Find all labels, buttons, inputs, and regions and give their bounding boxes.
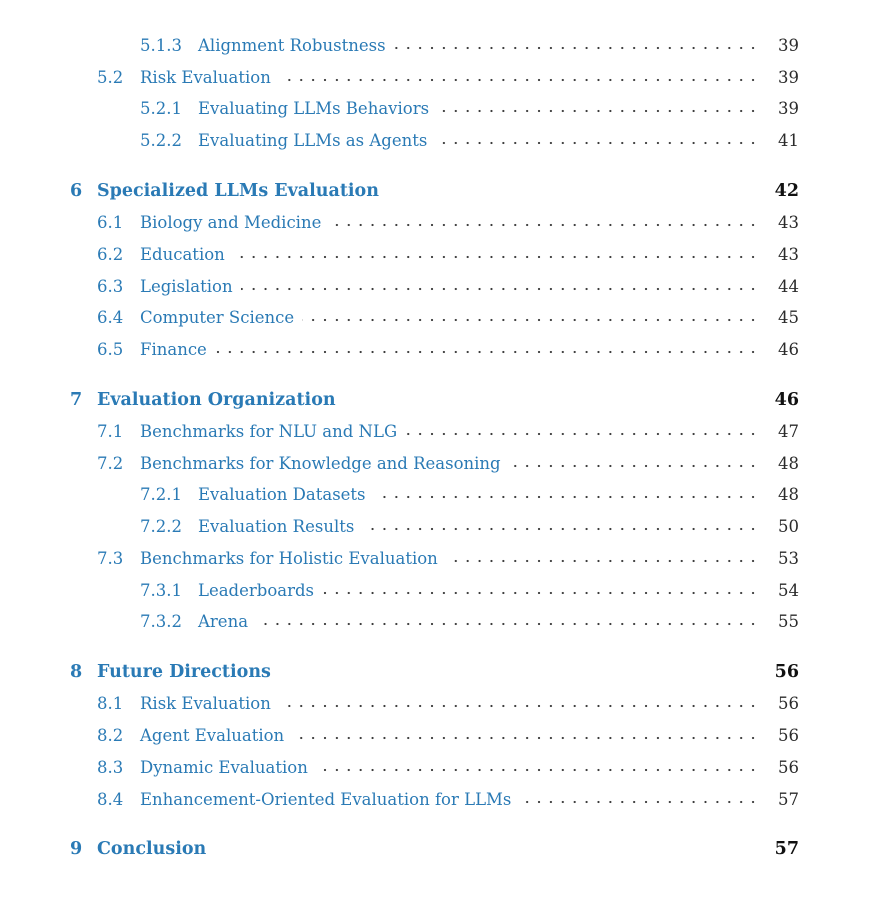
toc-subsection-entry[interactable] [0, 692, 873, 716]
toc-subsection-entry[interactable] [0, 211, 873, 235]
dot-leader [302, 306, 759, 322]
dot-leader [374, 483, 759, 499]
toc-subsection-entry[interactable] [0, 724, 873, 748]
toc-entry-page-number[interactable]: 57 [778, 790, 799, 809]
toc-entry-title[interactable]: Computer Science [140, 308, 295, 327]
toc-entry-page-number[interactable]: 56 [778, 726, 799, 745]
toc-entry-page-number[interactable]: 43 [778, 245, 799, 264]
toc-subsection-entry[interactable] [0, 243, 873, 267]
toc-subsection-entry[interactable] [0, 610, 873, 634]
toc-entry-number[interactable]: 5.2.1 [140, 99, 182, 118]
toc-entry-title[interactable]: Evaluation Organization [97, 390, 336, 410]
toc-entry-number[interactable]: 9 [70, 839, 83, 859]
toc-entry-page-number[interactable]: 54 [778, 581, 799, 600]
toc-entry-number[interactable]: 7.3.1 [140, 581, 182, 600]
toc-entry-page-number[interactable]: 56 [778, 694, 799, 713]
dot-leader [322, 579, 759, 595]
toc-entry-number[interactable]: 7.3 [97, 549, 124, 568]
toc-entry-page-number[interactable]: 41 [778, 131, 799, 150]
toc-entry-number[interactable]: 5.2.2 [140, 131, 182, 150]
toc-section-entry[interactable] [0, 660, 873, 684]
toc-entry-title[interactable]: Dynamic Evaluation [140, 758, 308, 777]
toc-entry-number[interactable]: 6 [70, 181, 83, 201]
dot-leader [437, 97, 759, 113]
toc-entry-page-number[interactable]: 48 [778, 485, 799, 504]
toc-entry-title[interactable]: Future Directions [97, 662, 271, 682]
dot-leader [316, 756, 759, 772]
toc-entry-title[interactable]: Biology and Medicine [140, 213, 322, 232]
toc-entry-title[interactable]: Benchmarks for NLU and NLG [140, 422, 398, 441]
toc-entry-page-number[interactable]: 39 [778, 99, 799, 118]
dot-leader [509, 452, 759, 468]
dot-leader [446, 547, 759, 563]
toc-entry-title[interactable]: Agent Evaluation [140, 726, 285, 745]
toc-section-entry[interactable] [0, 388, 873, 412]
dot-leader [394, 34, 759, 50]
toc-entry-page-number[interactable]: 43 [778, 213, 799, 232]
toc-entry-title[interactable]: Alignment Robustness [198, 36, 386, 55]
toc-subsection-entry[interactable] [0, 420, 873, 444]
toc-entry-number[interactable]: 7.2 [97, 454, 124, 473]
toc-entry-number[interactable]: 8.2 [97, 726, 124, 745]
toc-entry-page-number[interactable]: 56 [774, 662, 799, 682]
dot-leader [362, 515, 759, 531]
toc-subsection-entry[interactable] [0, 788, 873, 812]
toc-entry-number[interactable]: 6.4 [97, 308, 124, 327]
toc-subsection-entry[interactable] [0, 579, 873, 603]
dot-leader [435, 129, 759, 145]
toc-entry-title[interactable]: Education [140, 245, 225, 264]
toc-subsection-entry[interactable] [0, 129, 873, 153]
toc-entry-title[interactable]: Risk Evaluation [140, 68, 271, 87]
toc-entry-page-number[interactable]: 46 [778, 340, 799, 359]
toc-subsection-entry[interactable] [0, 515, 873, 539]
toc-subsection-entry[interactable] [0, 66, 873, 90]
toc-entry-page-number[interactable]: 56 [778, 758, 799, 777]
dot-leader [279, 692, 759, 708]
toc-entry-page-number[interactable]: 42 [774, 181, 799, 201]
toc-subsection-entry[interactable] [0, 275, 873, 299]
toc-entry-title[interactable]: Finance [140, 340, 207, 359]
dot-leader [405, 420, 759, 436]
toc-entry-number[interactable]: 8 [70, 662, 83, 682]
dot-leader [279, 66, 759, 82]
toc-entry-number[interactable]: 6.3 [97, 277, 124, 296]
toc-entry-page-number[interactable]: 48 [778, 454, 799, 473]
dot-leader [215, 338, 759, 354]
toc-entry-title[interactable]: Benchmarks for Knowledge and Reasoning [140, 454, 501, 473]
toc-entry-number[interactable]: 8.4 [97, 790, 124, 809]
dot-leader [256, 610, 759, 626]
toc-section-entry[interactable] [0, 837, 873, 861]
toc-entry-title[interactable]: Evaluation Datasets [198, 485, 366, 504]
toc-subsection-entry[interactable] [0, 34, 873, 58]
toc-entry-number[interactable]: 6.1 [97, 213, 124, 232]
toc-entry-page-number[interactable]: 45 [778, 308, 799, 327]
toc-entry-number[interactable]: 7.2.2 [140, 517, 182, 536]
toc-entry-title[interactable]: Evaluation Results [198, 517, 355, 536]
toc-entry-title[interactable]: Risk Evaluation [140, 694, 271, 713]
dot-leader [292, 724, 759, 740]
toc-entry-number[interactable]: 8.3 [97, 758, 124, 777]
toc-subsection-entry[interactable] [0, 756, 873, 780]
toc-entry-title[interactable]: Conclusion [97, 839, 207, 859]
dot-leader [519, 788, 759, 804]
toc-entry-title[interactable]: Legislation [140, 277, 233, 296]
toc-entry-page-number[interactable]: 39 [778, 36, 799, 55]
toc-subsection-entry[interactable] [0, 452, 873, 476]
toc-entry-title[interactable]: Specialized LLMs Evaluation [97, 181, 379, 201]
toc-entry-page-number[interactable]: 44 [778, 277, 799, 296]
toc-entry-number[interactable]: 5.2 [97, 68, 124, 87]
toc-entry-page-number[interactable]: 46 [774, 390, 799, 410]
toc-entry-title[interactable]: Leaderboards [198, 581, 315, 600]
toc-entry-number[interactable]: 7.3.2 [140, 612, 182, 631]
toc-entry-number[interactable]: 5.1.3 [140, 36, 182, 55]
toc-entry-number[interactable]: 7.1 [97, 422, 124, 441]
toc-subsection-entry[interactable] [0, 483, 873, 507]
toc-entry-page-number[interactable]: 57 [774, 839, 799, 859]
dot-leader [233, 243, 759, 259]
toc-entry-page-number[interactable]: 53 [778, 549, 799, 568]
toc-section-entry[interactable] [0, 179, 873, 203]
toc-entry-page-number[interactable]: 39 [778, 68, 799, 87]
toc-entry-title[interactable]: Evaluating LLMs as Agents [198, 131, 428, 150]
toc-entry-page-number[interactable]: 50 [778, 517, 799, 536]
toc-entry-title[interactable]: Benchmarks for Holistic Evaluation [140, 549, 438, 568]
toc-subsection-entry[interactable] [0, 97, 873, 121]
toc-subsection-entry[interactable] [0, 547, 873, 571]
toc-entry-title[interactable]: Arena [198, 612, 249, 631]
dot-leader [329, 211, 759, 227]
dot-leader [241, 275, 759, 291]
toc-entry-number[interactable]: 8.1 [97, 694, 124, 713]
toc-entry-page-number[interactable]: 47 [778, 422, 799, 441]
toc-entry-number[interactable]: 7.2.1 [140, 485, 182, 504]
toc-entry-title[interactable]: Enhancement-Oriented Evaluation for LLMs [140, 790, 512, 809]
toc-subsection-entry[interactable] [0, 338, 873, 362]
toc-subsection-entry[interactable] [0, 306, 873, 330]
toc-entry-page-number[interactable]: 55 [778, 612, 799, 631]
toc-entry-number[interactable]: 6.5 [97, 340, 124, 359]
toc-entry-number[interactable]: 6.2 [97, 245, 124, 264]
toc-entry-title[interactable]: Evaluating LLMs Behaviors [198, 99, 430, 118]
toc-entry-number[interactable]: 7 [70, 390, 83, 410]
